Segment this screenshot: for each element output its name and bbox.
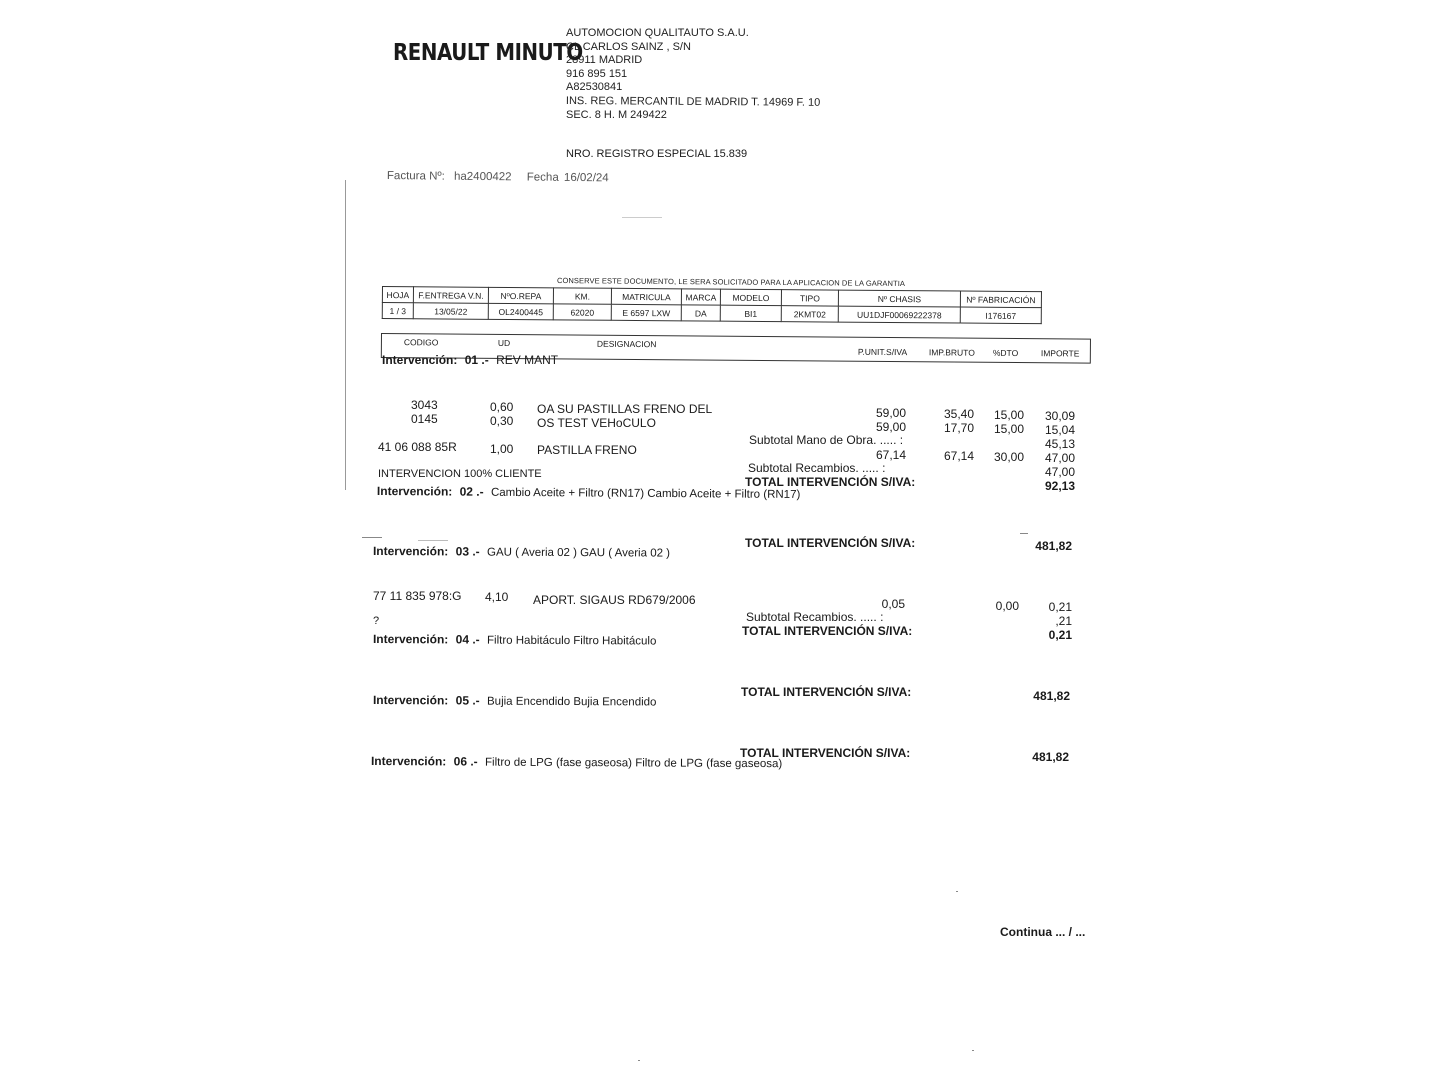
company-line: AUTOMOCION QUALITAUTO S.A.U.	[566, 27, 749, 39]
intervention-02	[377, 484, 800, 501]
table-header-cell: HOJA	[382, 287, 413, 303]
line-punit: 67,14	[875, 448, 906, 462]
line-importe: 15,04	[1044, 423, 1075, 437]
table-cell: UU1DJF00069222378	[838, 306, 960, 323]
col-importe: IMPORTE	[1040, 348, 1080, 359]
total-intervention-value: 0,21	[1048, 628, 1072, 642]
table-header-cell: F.ENTREGA V.N.	[413, 287, 488, 304]
line-punit: 59,00	[875, 406, 906, 420]
intervention-label: Intervención:	[370, 754, 447, 769]
line-code: 3043	[411, 398, 438, 412]
intervention-03	[373, 544, 670, 560]
table-cell: 1 / 3	[382, 303, 413, 319]
col-punit: P.UNIT.S/IVA	[857, 346, 908, 358]
line-code: 0145	[411, 412, 438, 426]
company-line: 28911 MADRID	[566, 54, 643, 67]
line-importe: 30,09	[1044, 409, 1075, 423]
col-dto: %DTO	[992, 347, 1019, 359]
subtotal-mano-obra-label: Subtotal Mano de Obra. ..... :	[749, 433, 904, 447]
total-intervention-label: TOTAL INTERVENCIÓN S/IVA:	[742, 624, 913, 638]
line-bruto: 35,40	[943, 407, 974, 421]
line-ud: 1,00	[490, 442, 514, 456]
unknown-mark: ?	[373, 615, 380, 627]
total-intervention-value: 481,82	[1033, 689, 1070, 703]
table-header-cell: NºO.REPA	[488, 287, 553, 304]
table-header-cell: KM.	[553, 288, 611, 304]
company-line: A82530841	[566, 81, 623, 94]
line-ud: 0,30	[490, 414, 514, 428]
line-bruto: 67,14	[943, 449, 974, 463]
factura-number: ha2400422	[453, 170, 512, 184]
table-cell: DA	[681, 305, 720, 321]
intervention-label: Intervención:	[376, 484, 453, 499]
line-code: 41 06 088 85R	[378, 440, 457, 454]
total-intervention-value: 92,13	[1044, 479, 1075, 493]
line-desc: PASTILLA FRENO	[537, 443, 637, 457]
col-designacion: DESIGNACION	[596, 338, 657, 350]
table-cell: BI1	[720, 305, 781, 321]
total-intervention-label: TOTAL INTERVENCIÓN S/IVA:	[741, 685, 912, 699]
table-header-cell: MATRICULA	[611, 288, 681, 305]
table-header-cell: TIPO	[781, 290, 838, 306]
total-intervention-label: TOTAL INTERVENCIÓN S/IVA:	[740, 746, 911, 760]
intervention-number: 04 .-	[455, 632, 480, 647]
line-code: 77 11 835 978:G	[373, 589, 462, 603]
table-cell: 13/05/22	[413, 303, 488, 320]
table-cell: 2KMT02	[781, 306, 838, 322]
factura-label: Factura Nº:	[386, 170, 445, 183]
intervention-title: GAU ( Averia 02 ) GAU ( Averia 02 )	[486, 546, 671, 560]
company-line: CL CARLOS SAINZ , S/N	[566, 40, 691, 53]
intervention-05	[373, 693, 657, 708]
line-importe: 47,00	[1044, 451, 1075, 465]
col-impbruto: IMP.BRUTO	[928, 347, 975, 358]
table-cell: I176167	[960, 307, 1041, 324]
registro-especial: NRO. REGISTRO ESPECIAL 15.839	[566, 148, 748, 160]
line-dto: 0,00	[995, 599, 1019, 613]
intervention-number: 05 .-	[455, 693, 480, 708]
total-intervention-label: TOTAL INTERVENCIÓN S/IVA:	[745, 536, 916, 550]
subtotal-recambios-value: 47,00	[1044, 465, 1075, 479]
company-line: SEC. 8 H. M 249422	[566, 108, 667, 121]
intervention-06	[371, 754, 782, 770]
subtotal-recambios-value: ,21	[1055, 614, 1072, 628]
warranty-notice: CONSERVE ESTE DOCUMENTO, LE SERA SOLICITADO PARA LA APLICACION DE LA GARANTIA	[556, 276, 906, 289]
intervention-number: 03 .-	[455, 544, 480, 559]
continua-footer: Continua ... / ...	[1000, 925, 1086, 939]
intervention-label: Intervención:	[372, 693, 449, 708]
intervention-title: REV MANT	[496, 353, 559, 367]
total-intervention-value: 481,82	[1035, 539, 1072, 553]
intervention-title: Bujia Encendido Bujia Encendido	[486, 695, 657, 709]
line-ud: 0,60	[490, 400, 514, 414]
intervention-label: Intervención:	[372, 544, 449, 559]
table-header-cell: MODELO	[720, 289, 781, 305]
intervention-title: Cambio Aceite + Filtro (RN17) Cambio Aceite + Filtro (RN17)	[490, 486, 801, 501]
line-dto: 15,00	[993, 408, 1024, 422]
line-bruto: 17,70	[943, 421, 974, 435]
company-line: 916 895 151	[566, 67, 628, 80]
col-ud: UD	[497, 337, 511, 349]
line-importe: 0,21	[1048, 600, 1072, 614]
table-cell: E 6597 LXW	[611, 304, 681, 321]
subtotal-recambios-label: Subtotal Recambios. ..... :	[746, 610, 884, 624]
table-header-cell: Nº FABRICACIÓN	[960, 291, 1041, 308]
table-header-cell: MARCA	[681, 289, 720, 305]
line-dto: 30,00	[993, 450, 1024, 464]
line-punit: 59,00	[875, 420, 906, 434]
intervention-number: 06 .-	[453, 754, 478, 769]
line-desc: OS TEST VEHoCULO	[537, 416, 656, 430]
intervention-04	[373, 632, 657, 647]
subtotal-recambios-label: Subtotal Recambios. ..... :	[748, 461, 886, 475]
fecha-value: 16/02/24	[563, 171, 609, 185]
line-ud: 4,10	[485, 590, 509, 604]
company-address-block	[566, 27, 820, 122]
scan-edge-line	[345, 180, 346, 490]
intervention-label: Intervención:	[382, 353, 458, 367]
intervention-01	[382, 353, 558, 367]
total-intervention-value: 481,82	[1032, 750, 1069, 764]
intervention-title: Filtro de LPG (fase gaseosa) Filtro de LPG (fase gaseosa)	[484, 756, 783, 771]
invoice-number-line	[387, 170, 615, 184]
intervention-number: 02 .-	[459, 484, 484, 499]
fecha-label: Fecha	[526, 171, 559, 184]
col-codigo: CODIGO	[403, 337, 439, 348]
renault-minuto-logo: RENAULT MINUTO	[393, 40, 583, 66]
vehicle-info-table	[382, 286, 1042, 324]
intervention-label: Intervención:	[372, 632, 449, 647]
intervention-title: Filtro Habitáculo Filtro Habitáculo	[486, 634, 657, 648]
table-header-cell: Nº CHASIS	[838, 290, 960, 307]
subtotal-mano-obra-value: 45,13	[1044, 437, 1075, 451]
line-punit: 0,05	[881, 597, 905, 611]
line-dto: 15,00	[993, 422, 1024, 436]
line-desc: APORT. SIGAUS RD679/2006	[533, 593, 696, 607]
intervencion-cliente-note: INTERVENCION 100% CLIENTE	[378, 468, 542, 480]
intervention-number: 01 .-	[464, 353, 489, 367]
table-cell: OL2400445	[488, 303, 553, 320]
total-intervention-label: TOTAL INTERVENCIÓN S/IVA:	[745, 475, 916, 489]
table-cell: 62020	[553, 304, 611, 320]
company-line: INS. REG. MERCANTIL DE MADRID T. 14969 F. 10	[565, 94, 821, 109]
line-desc: OA SU PASTILLAS FRENO DEL	[537, 402, 713, 416]
